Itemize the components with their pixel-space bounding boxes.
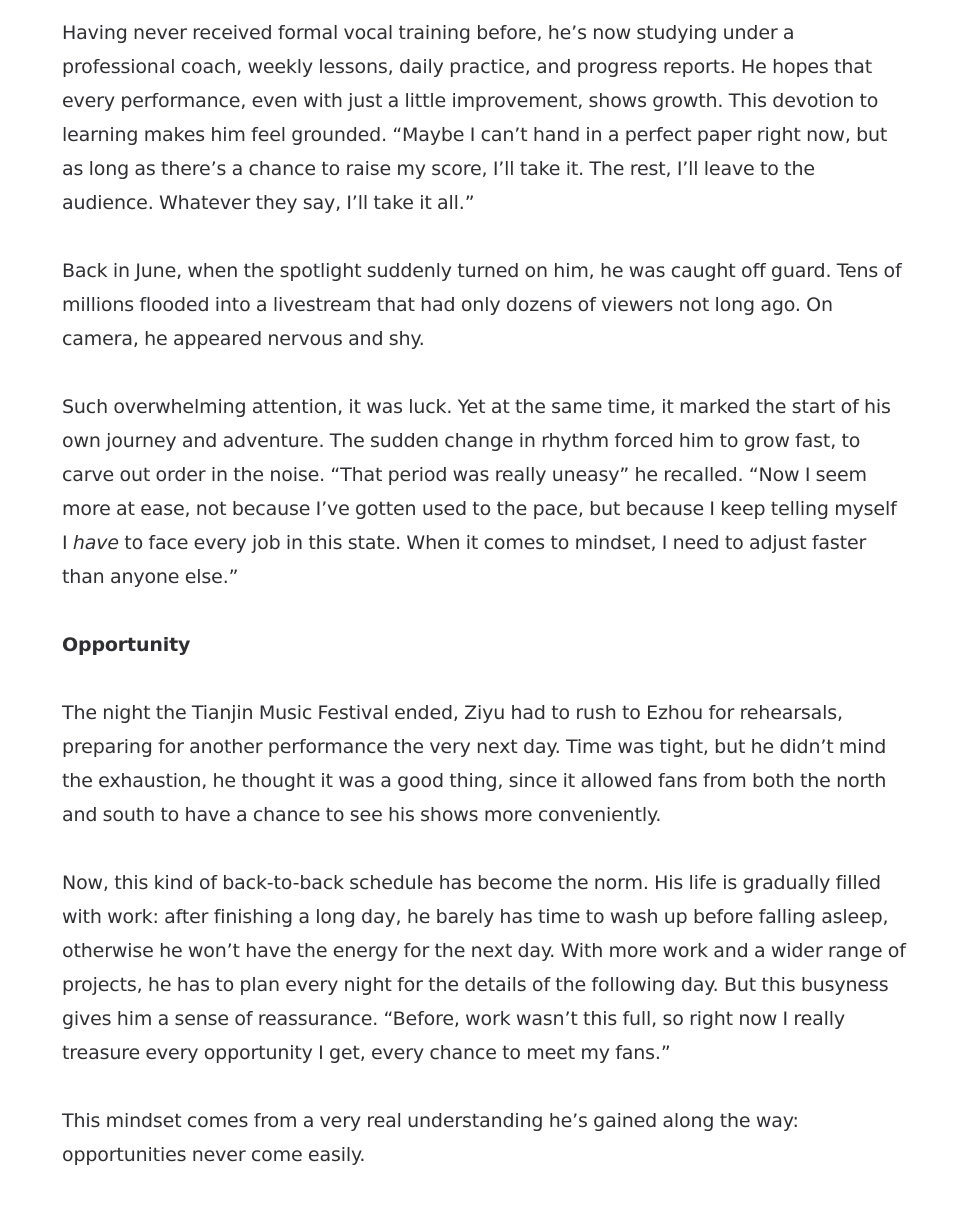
section-heading: Opportunity — [62, 634, 191, 656]
paragraph-text-part: to face every job in this state. When it comes to mindset, I need to adjust faster than anyone else.” — [62, 532, 867, 588]
emphasized-word: have — [72, 532, 119, 554]
paragraph-tianjin-festival: The night the Tianjin Music Festival ended, Ziyu had to rush to Ezhou for rehearsals, preparing for another performance the very next day. Time was tight, but he didn’t mind the exhaustion, he thought it was a good thing, since it allowed fans from both the north and south to have a chance to see his shows more conveniently. — [62, 702, 887, 826]
paragraph-june-spotlight: Back in June, when the spotlight suddenly turned on him, he was caught off guard. Tens of millions flooded into a livestream that had only dozens of viewers not long ago. On camera, he appeared nervous and shy. — [62, 260, 902, 350]
article-body — [62, 16, 907, 1206]
paragraph-vocal-training: Having never received formal vocal training before, he’s now studying under a professional coach, weekly lessons, daily practice, and progress reports. He hopes that every performance, even with just a little improvement, shows growth. This devotion to learning makes him feel grounded. “Maybe I can’t hand in a perfect paper right now, but as long as there’s a chance to raise my score, I’ll take it. The rest, I’ll leave to the audience. Whatever they say, I’ll take it all.” — [62, 22, 888, 214]
paragraph-overwhelming-attention — [62, 390, 907, 594]
paragraph-text-part: Such overwhelming attention, it was luck. Yet at the same time, it marked the start of his own journey and adventure. The sudden change in rhythm forced him to grow fast, to carve out order in the noise. “That period was really uneasy” he recalled. “Now I seem more at ease, not because I’ve gotten used to the pace, but because I keep telling myself I — [62, 396, 897, 554]
paragraph-mindset: This mindset comes from a very real understanding he’s gained along the way: opportunities never come easily. — [62, 1110, 799, 1166]
paragraph-schedule: Now, this kind of back-to-back schedule has become the norm. His life is gradually filled with work: after finishing a long day, he barely has time to wash up before falling asleep, otherwise he won’t have the energy for the next day. With more work and a wider range of projects, he has to plan every night for the details of the following day. But this busyness gives him a sense of reassurance. “Before, work wasn’t this full, so right now I really treasure every opportunity I get, every chance to meet my fans.” — [62, 872, 906, 1064]
